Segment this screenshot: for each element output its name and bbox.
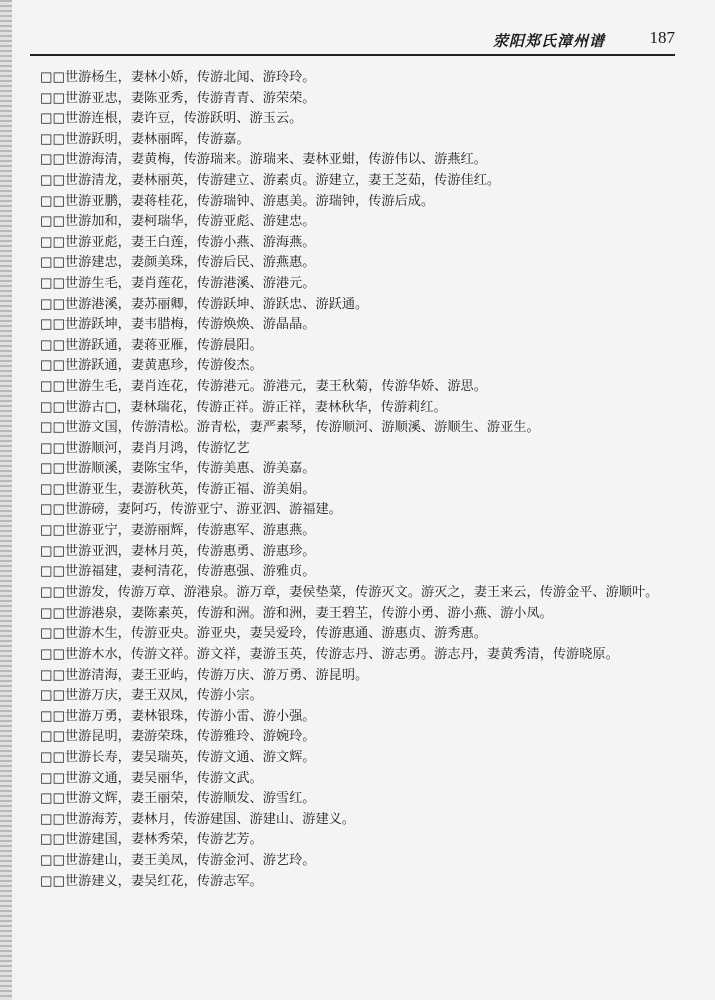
genealogy-entry: □□世游亚生，妻游秋英，传游正福、游美娟。 — [40, 481, 316, 497]
genealogy-entry: □□世游清海，妻王亚屿，传游万庆、游万勇、游昆明。 — [40, 667, 369, 683]
genealogy-entry: □□世游磅，妻阿巧，传游亚宁、游亚泗、游福建。 — [40, 502, 342, 518]
genealogy-entry: □□世游亚彪，妻王白莲，传游小燕、游海燕。 — [40, 234, 316, 250]
genealogy-entry: □□世游万勇，妻林银珠，传游小雷、游小强。 — [40, 708, 316, 724]
running-header — [30, 28, 675, 52]
genealogy-entry: □□世游古□，妻林瑞花，传游正祥。游正祥，妻林秋华，传游莉红。 — [40, 399, 447, 415]
genealogy-entry: □□世游昆明，妻游荣珠，传游雅玲、游婉玲。 — [40, 729, 316, 745]
page-edge-shadow — [0, 0, 12, 1000]
genealogy-entry: □□世游港泉，妻陈素英，传游和洲。游和洲，妻王碧芏，传游小勇、游小燕、游小凤。 — [40, 605, 553, 621]
genealogy-entry: □□世游文国，传游清松。游青松，妻严素琴，传游顺河、游顺溪、游顺生、游亚生。 — [40, 420, 540, 436]
genealogy-entries — [40, 68, 673, 892]
genealogy-entry: □□世游跃通，妻黄惠珍，传游俊杰。 — [40, 358, 263, 374]
genealogy-entry: □□世游跃坤，妻韦腊梅，传游焕焕、游晶晶。 — [40, 317, 316, 333]
genealogy-entry: □□世游海清，妻黄梅，传游瑞来。游瑞来、妻林亚蚶，传游伟以、游燕红。 — [40, 152, 487, 168]
genealogy-entry: □□世游杨生，妻林小娇，传游北闻、游玲玲。 — [40, 70, 316, 85]
genealogy-entry: □□世游顺河，妻肖月鸿，传游忆艺 — [40, 440, 250, 456]
genealogy-entry: □□世游跃通，妻蒋亚雁，传游晨阳。 — [40, 337, 263, 353]
genealogy-entry: □□世游建忠，妻颜美珠，传游后民、游燕惠。 — [40, 255, 316, 271]
genealogy-entry: □□世游文辉，妻王丽荣，传游顺发、游雪红。 — [40, 791, 316, 807]
genealogy-entry: □□世游建国，妻林秀荣，传游艺芳。 — [40, 832, 263, 848]
genealogy-entry: □□世游长寿，妻吴瑞英，传游文通、游文辉。 — [40, 750, 316, 765]
genealogy-entry: □□世游加和，妻柯瑞华，传游亚彪、游建忠。 — [40, 214, 316, 230]
genealogy-entry: □□世游福建，妻柯清花，传游惠强、游雅贞。 — [40, 564, 316, 580]
genealogy-entry: □□世游建山，妻王美凤，传游金河、游艺玲。 — [40, 852, 316, 868]
genealogy-entry: □□世游亚宁，妻游丽辉，传游惠军、游惠燕。 — [40, 523, 316, 539]
header-rule — [30, 54, 675, 56]
genealogy-entry: □□世游海芳，妻林月，传游建国、游建山、游建义。 — [40, 811, 356, 827]
genealogy-entry: □□世游连根，妻许豆，传游跃明、游玉云。 — [40, 111, 303, 127]
header-title: 荥阳郑氏漳州谱 — [492, 32, 605, 50]
genealogy-entry: □□世游木生，传游亚央。游亚央，妻吴爱玲，传游惠通、游惠贞、游秀惠。 — [40, 626, 487, 642]
page-number: 187 — [649, 28, 675, 47]
genealogy-entry: □□世游文通，妻吴丽华，传游文武。 — [40, 770, 263, 786]
genealogy-entry: □□世游生毛，妻肖连花，传游港元。游港元，妻王秋菊，传游华娇、游思。 — [40, 378, 487, 394]
genealogy-entry: □□世游亚忠，妻陈亚秀，传游青青、游荣荣。 — [40, 90, 316, 106]
genealogy-entry: □□世游木水，传游文祥。游文祥，妻游玉英，传游志丹、游志勇。游志丹，妻黄秀清，传游晓原。 — [40, 647, 619, 663]
genealogy-entry: □□世游清龙，妻林丽英，传游建立、游素贞。游建立，妻王芝茹，传游佳红。 — [40, 172, 501, 188]
genealogy-entry: □□世游发，传游万章、游港泉。游万章，妻侯垫菜，传游灭文。游灭之，妻王来云，传游金平、游顺叶。 — [40, 584, 659, 600]
genealogy-entry: □□世游建义，妻吴红花，传游志军。 — [40, 873, 263, 889]
genealogy-entry: □□世游亚泗，妻林月英，传游惠勇、游惠珍。 — [40, 543, 316, 559]
genealogy-entry: □□世游港溪，妻苏丽卿，传游跃坤、游跃忠、游跃通。 — [40, 296, 369, 312]
genealogy-entry: □□世游顺溪，妻陈宝华，传游美惠、游美嘉。 — [40, 461, 316, 477]
genealogy-entry: □□世游跃明，妻林丽晖，传游嘉。 — [40, 131, 250, 147]
genealogy-entry: □□世游亚鹏，妻蒋桂花，传游瑞钟、游惠美。游瑞钟，传游后成。 — [40, 193, 435, 209]
genealogy-entry: □□世游生毛，妻肖莲花，传游港溪、游港元。 — [40, 275, 316, 291]
genealogy-entry: □□世游万庆，妻王双凤，传游小宗。 — [40, 688, 263, 704]
